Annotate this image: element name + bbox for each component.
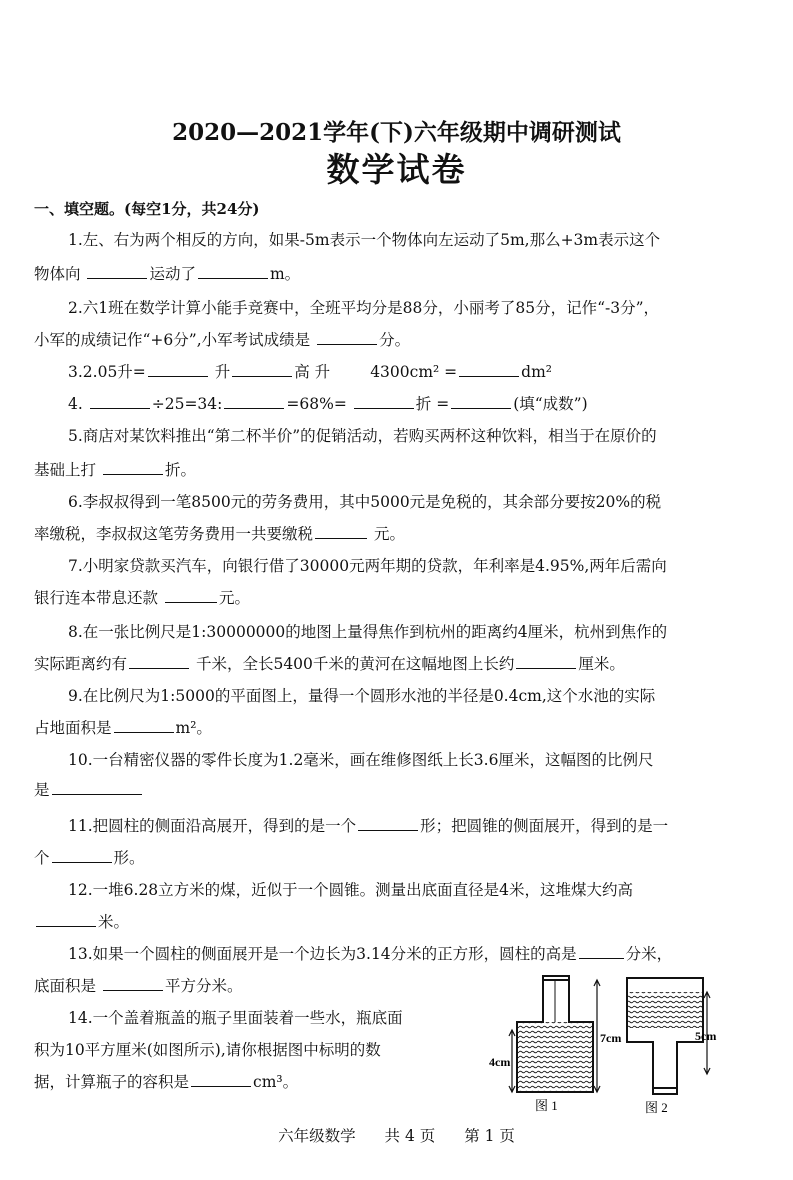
question-2: 2.六1班在数学计算小能手竞赛中，全班平均分是88分，小丽考了85分，记作“-3分”， — [68, 299, 660, 317]
figure-1-label: 图 1 — [535, 1098, 558, 1113]
answer-blank[interactable] — [90, 394, 150, 409]
question-14: 14.一个盖着瓶盖的瓶子里面装着一些水，瓶底面 — [68, 1009, 403, 1027]
answer-blank[interactable] — [232, 362, 292, 377]
question-1-cont: 物体向 运动了 m。 — [34, 265, 301, 283]
answer-blank[interactable] — [129, 654, 189, 669]
question-1: 1.左、右为两个相反的方向，如果-5m表示一个物体向左运动了5m,那么+3m表示这个 — [68, 231, 661, 249]
question-9-cont: 占地面积是 m²。 — [34, 719, 212, 737]
answer-blank[interactable] — [191, 1072, 251, 1087]
water-area — [517, 1022, 593, 1092]
question-8: 8.在一张比例尺是1:30000000的地图上量得焦作到杭州的距离约4厘米，杭州到焦作的 — [68, 623, 668, 641]
answer-blank[interactable] — [103, 976, 163, 991]
question-8-cont: 实际距离约有 千米，全长5400千米的黄河在这幅地图上长约 厘米。 — [34, 655, 625, 673]
question-3: 3.2.05升= 升 高 升 4300cm² = dm² — [68, 363, 552, 381]
answer-blank[interactable] — [87, 264, 147, 279]
answer-blank[interactable] — [315, 524, 367, 539]
footer-total-pages: 共 4 页 — [384, 1127, 436, 1145]
answer-blank[interactable] — [224, 394, 284, 409]
answer-blank[interactable] — [36, 912, 96, 927]
page-footer — [0, 1124, 793, 1146]
answer-blank[interactable] — [317, 330, 377, 345]
figure-2-label: 图 2 — [645, 1100, 668, 1115]
bottle-figure — [489, 970, 735, 1118]
dim-7cm-label: 7cm — [600, 1031, 622, 1045]
question-13-cont: 底面积是 平方分米。 — [34, 977, 243, 995]
question-6-cont: 率缴税，李叔叔这笔劳务费用一共要缴税 元。 — [34, 525, 405, 543]
answer-blank[interactable] — [114, 718, 174, 733]
question-7: 7.小明家贷款买汽车，向银行借了30000元两年期的贷款，年利率是4.95%,两年后需向 — [68, 557, 667, 575]
question-14-line2: 积为10平方厘米(如图所示),请你根据图中标明的数 — [34, 1041, 381, 1059]
answer-blank[interactable] — [358, 816, 418, 831]
question-5: 5.商店对某饮料推出“第二杯半价”的促销活动，若购买两杯这种饮料，相当于在原价的 — [68, 427, 657, 445]
answer-blank[interactable] — [451, 394, 511, 409]
figure-1 — [489, 976, 621, 1113]
answer-blank[interactable] — [165, 588, 217, 603]
footer-page-number: 第 1 页 — [464, 1127, 515, 1145]
question-9: 9.在比例尺为1:5000的平面图上，量得一个圆形水池的半径是0.4cm,这个水池的实际 — [68, 687, 656, 705]
dim-4cm-label: 4cm — [489, 1055, 511, 1069]
answer-blank[interactable] — [354, 394, 414, 409]
exam-title: 2020—2021学年(下)六年级期中调研测试 — [172, 119, 621, 146]
question-14-line3: 据，计算瓶子的容积是 cm³。 — [34, 1073, 299, 1091]
exam-subtitle: 数学试卷 — [326, 150, 467, 189]
question-11-cont: 个 形。 — [34, 849, 145, 867]
question-10: 10.一台精密仪器的零件长度为1.2毫米，画在维修图纸上长3.6厘米，这幅图的比例尺 — [68, 751, 654, 769]
water-area — [627, 992, 703, 1028]
answer-blank[interactable] — [52, 780, 142, 795]
question-4: 4. ÷25=34: =68%= 折 = (填“成数”) — [68, 395, 588, 413]
question-5-cont: 基础上打 折。 — [34, 461, 196, 479]
section-heading: 一、填空题。(每空1分，共24分) — [34, 200, 260, 218]
question-12: 12.一堆6.28立方米的煤，近似于一个圆锥。测量出底面直径是4米，这堆煤大约高 — [68, 881, 634, 899]
answer-blank[interactable] — [198, 264, 268, 279]
dim-5cm-label: 5cm — [695, 1029, 717, 1043]
question-13: 13.如果一个圆柱的侧面展开是一个边长为3.14分米的正方形，圆柱的高是 分米， — [68, 945, 673, 963]
question-12-cont: 米。 — [34, 910, 129, 932]
answer-blank[interactable] — [459, 362, 519, 377]
answer-blank[interactable] — [148, 362, 208, 377]
question-11: 11.把圆柱的侧面沿高展开，得到的是一个 形；把圆锥的侧面展开，得到的是一 — [68, 817, 669, 835]
question-7-cont: 银行连本带息还款 元。 — [34, 589, 250, 607]
answer-blank[interactable] — [52, 848, 112, 863]
figure-2 — [627, 978, 716, 1115]
answer-blank[interactable] — [516, 654, 576, 669]
question-10-cont: 是 — [34, 778, 144, 800]
answer-blank[interactable] — [103, 460, 163, 475]
question-6: 6.李叔叔得到一笔8500元的劳务费用，其中5000元是免税的，其余部分要按20%的税 — [68, 493, 662, 511]
question-2-cont: 小军的成绩记作“+6分”,小军考试成绩是 分。 — [34, 331, 411, 349]
answer-blank[interactable] — [579, 944, 624, 959]
footer-subject: 六年级数学 — [278, 1127, 356, 1145]
